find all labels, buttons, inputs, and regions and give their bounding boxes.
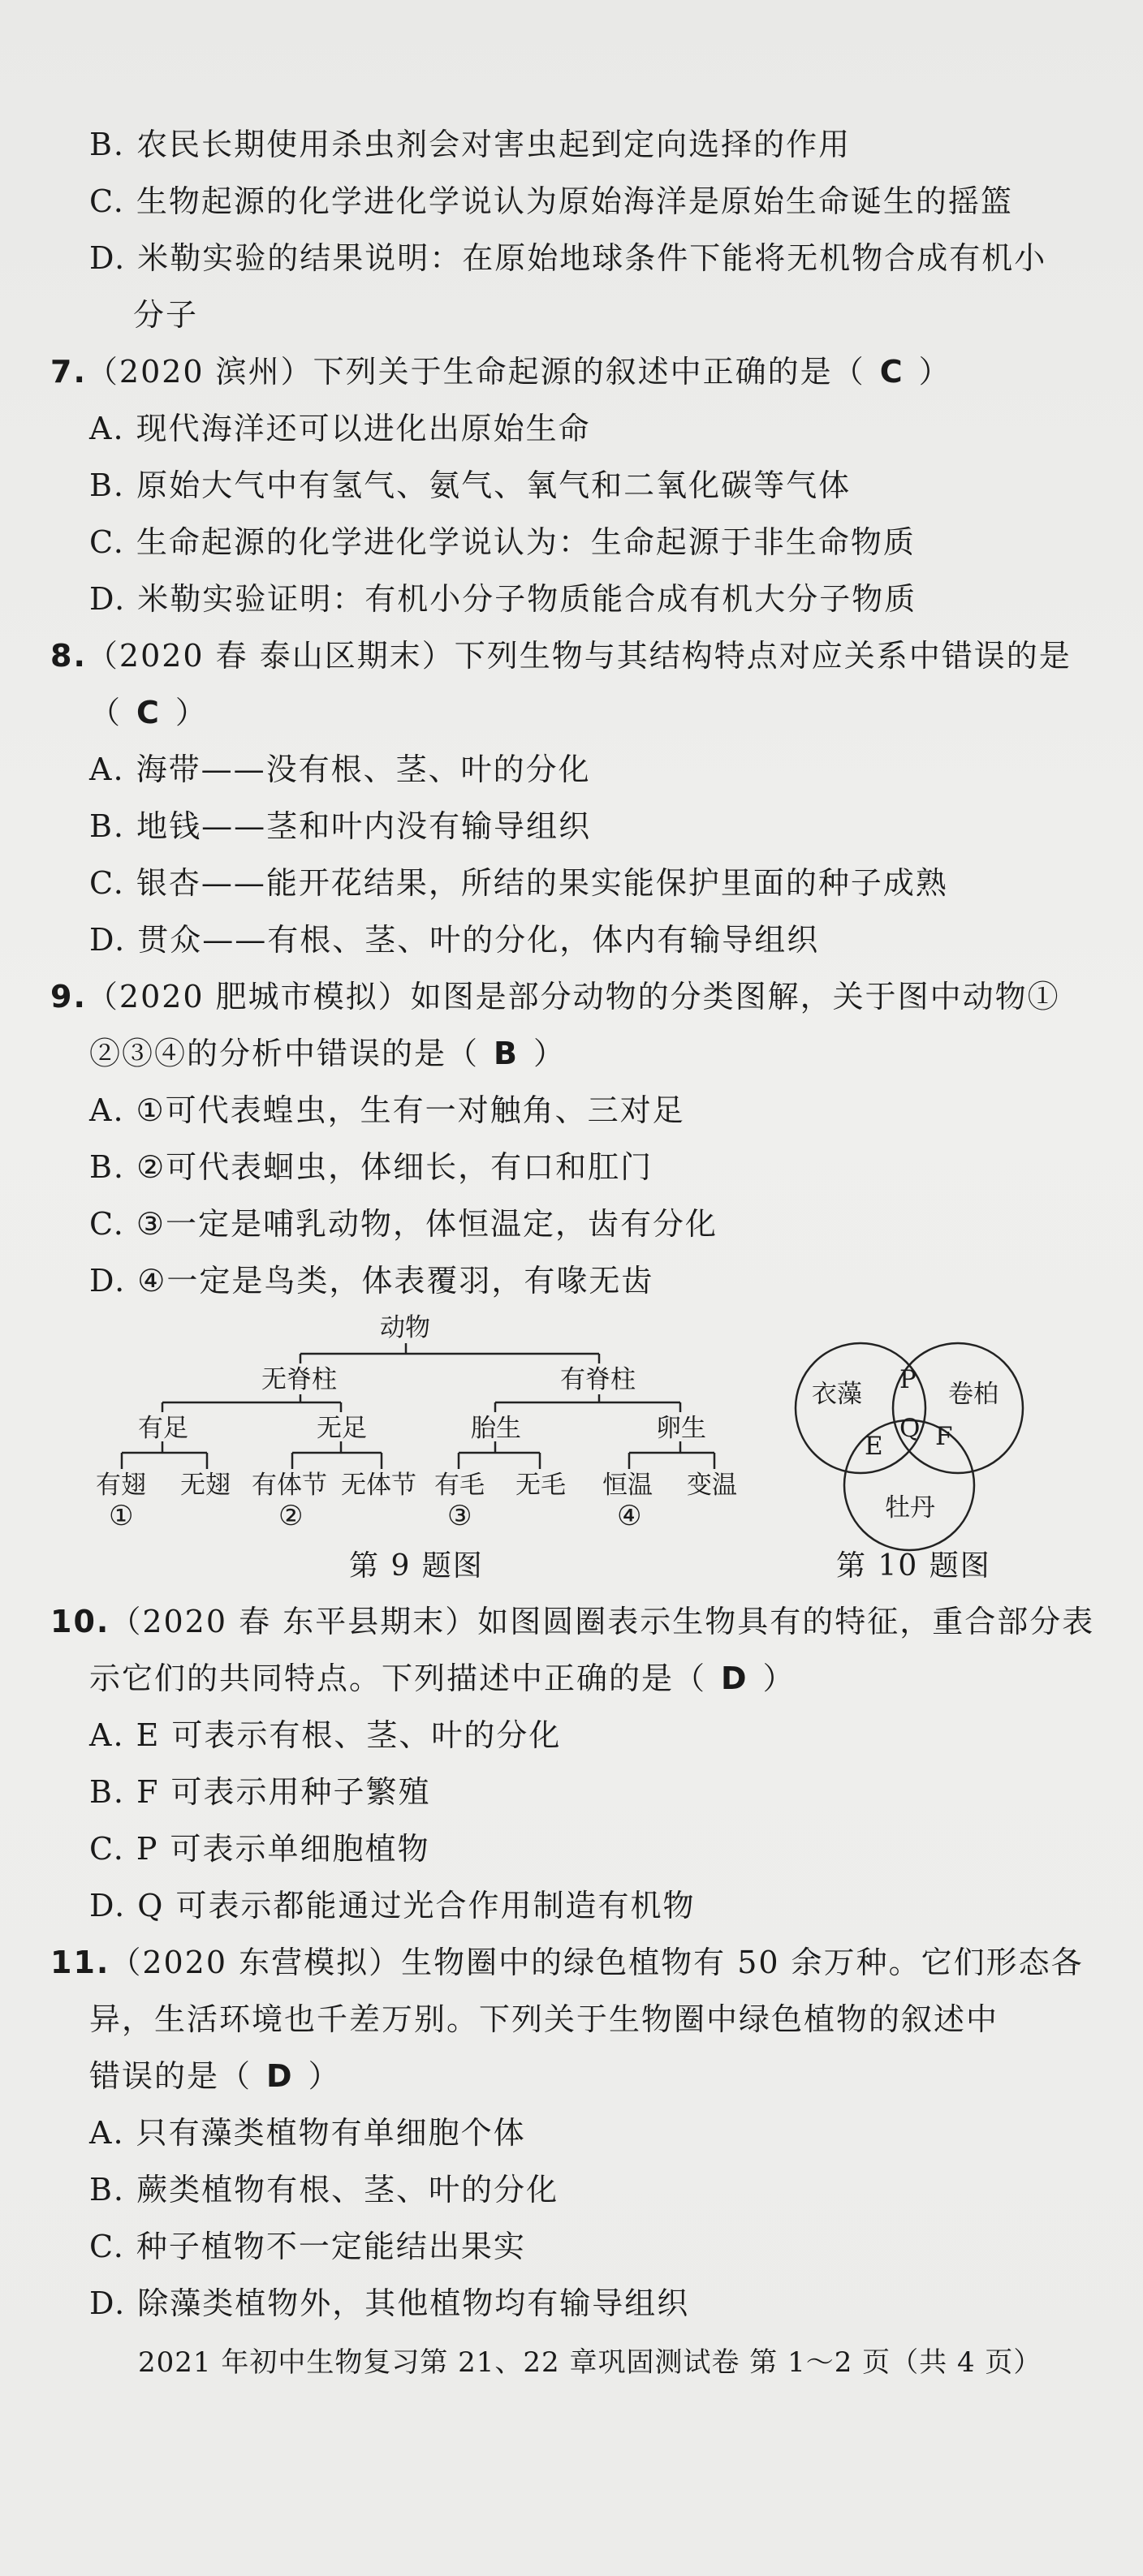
q9-option-b: B. ②可代表蛔虫，体细长，有口和肛门 [89,1149,653,1185]
q10-answer: D [721,1661,748,1696]
q7-stem-text: （2020 滨州）下列关于生命起源的叙述中正确的是（ [86,354,865,390]
figure-10-caption: 第 10 题图 [836,1549,991,1583]
q6-option-d: D. 米勒实验的结果说明：在原始地球条件下能将无机物合成有机小 [89,240,1047,276]
tree-node-with-feet: 有足 [138,1414,188,1443]
q8-option-b: B. 地钱——茎和叶内没有输导组织 [89,808,592,844]
q7-number: 7. [50,354,87,390]
q10-option-b: B. F 可表示用种子繁殖 [89,1774,431,1810]
q7-stem [50,351,951,393]
q11-stem-continued-2 [89,2055,341,2097]
page-footer: 2021 年初中生物复习第 21、22 章巩固测试卷 第 1～2 页（共 4 页） [138,2346,1042,2379]
q7-answer: C [879,354,904,390]
venn-region-e: E [865,1432,883,1461]
q10-option-a: A. E 可表示有根、茎、叶的分化 [89,1717,562,1753]
venn-region-q: Q [899,1414,921,1443]
q9-answer: B [494,1036,519,1071]
q10-number: 10. [50,1604,110,1639]
q8-close-paren: ） [175,695,208,730]
q10-option-d: D. Q 可表示都能通过光合作用制造有机物 [89,1888,696,1923]
q8-option-c: C. 银杏——能开花结果，所结的果实能保护里面的种子成熟 [89,865,948,901]
q6-option-c: C. 生物起源的化学进化学说认为原始海洋是原始生命诞生的摇篮 [89,183,1013,219]
tree-mark-3: ③ [447,1500,472,1532]
tree-leaf-wingless: 无翅 [180,1471,231,1500]
q10-stem-continued [89,1657,796,1699]
q11-answer: D [266,2058,294,2094]
q8-stem [50,635,1072,677]
q10-option-c: C. P 可表示单细胞植物 [89,1831,430,1867]
venn-label-selaginella: 卷柏 [948,1380,999,1409]
q11-option-a: A. 只有藻类植物有单细胞个体 [89,2115,526,2151]
figure-9-caption: 第 9 题图 [349,1549,484,1583]
venn-region-p: P [899,1365,917,1394]
venn-region-f: F [935,1422,953,1451]
tree-mark-1: ① [109,1500,134,1532]
q11-stem [50,1941,1084,1984]
tree-node-vertebrate: 有脊柱 [560,1365,636,1394]
q6-option-b: B. 农民长期使用杀虫剂会对害虫起到定向选择的作用 [89,127,852,162]
q7-option-b: B. 原始大气中有氢气、氨气、氧气和二氧化碳等气体 [89,467,852,503]
tree-mark-4: ④ [617,1500,642,1532]
q10-stem-cont-text: 示它们的共同特点。下列描述中正确的是（ [89,1661,707,1696]
q8-number: 8. [50,638,87,674]
tree-node-no-feet: 无足 [317,1414,367,1443]
tree-mark-2: ② [278,1500,304,1532]
q8-stem-text: （2020 春 泰山区期末）下列生物与其结构特点对应关系中错误的是 [86,638,1072,674]
tree-leaf-cold-blooded: 变温 [687,1471,737,1500]
q9-stem [50,976,1060,1018]
tree-leaf-winged: 有翅 [96,1471,146,1500]
q6-option-d-continued: 分子 [133,297,199,333]
q9-stem-continued [89,1032,566,1075]
q11-stem-cont-text: 错误的是（ [89,2058,252,2094]
q10-stem-text: （2020 春 东平县期末）如图圆圈表示生物具有的特征，重合部分表 [110,1604,1095,1639]
q7-option-a: A. 现代海洋还可以进化出原始生命 [89,411,591,446]
q11-option-d: D. 除藻类植物外，其他植物均有输导组织 [89,2285,690,2321]
tree-node-oviparous: 卵生 [656,1414,706,1443]
tree-leaf-segmented: 有体节 [252,1471,327,1500]
venn-label-chlamydomonas: 衣藻 [812,1380,862,1409]
q9-stem-text: （2020 肥城市模拟）如图是部分动物的分类图解，关于图中动物① [86,979,1060,1014]
q7-option-d: D. 米勒实验证明：有机小分子物质能合成有机大分子物质 [89,581,917,617]
tree-leaf-furless: 无毛 [515,1471,566,1500]
q10-close-paren: ） [762,1661,796,1696]
tree-leaf-furred: 有毛 [434,1471,485,1500]
tree-node-viviparous: 胎生 [471,1414,521,1443]
venn-label-peony: 牡丹 [885,1493,935,1523]
q11-option-b: B. 蕨类植物有根、茎、叶的分化 [89,2172,559,2208]
q7-option-c: C. 生命起源的化学进化学说认为：生命起源于非生命物质 [89,524,916,560]
q9-option-d: D. ④一定是鸟类，体表覆羽，有喙无齿 [89,1263,654,1299]
q11-close-paren: ） [308,2058,341,2094]
tree-root-label: 动物 [380,1313,430,1342]
q9-option-a: A. ①可代表蝗虫，生有一对触角、三对足 [89,1092,685,1128]
q8-answer-line [89,691,208,734]
q11-stem-continued-1: 异，生活环境也千差万别。下列关于生物圈中绿色植物的叙述中 [89,2001,999,2037]
q9-number: 9. [50,979,87,1014]
tree-leaf-warm-blooded: 恒温 [602,1471,653,1500]
q7-close-paren: ） [918,354,951,390]
q9-close-paren: ） [533,1036,566,1071]
q11-number: 11. [50,1945,110,1980]
q11-stem-text: （2020 东营模拟）生物圈中的绿色植物有 50 余万种。它们形态各 [110,1945,1084,1980]
q8-open-paren: （ [89,695,123,730]
q8-option-a: A. 海带——没有根、茎、叶的分化 [89,752,591,787]
q9-option-c: C. ③一定是哺乳动物，体恒温定，齿有分化 [89,1206,718,1242]
tree-leaf-unsegmented: 无体节 [341,1471,416,1500]
q8-answer: C [136,695,161,730]
tree-node-invertebrate: 无脊柱 [261,1365,337,1394]
q9-stem-cont-text: ②③④的分析中错误的是（ [89,1036,480,1071]
q11-option-c: C. 种子植物不一定能结出果实 [89,2229,526,2264]
q8-option-d: D. 贯众——有根、茎、叶的分化，体内有输导组织 [89,922,820,958]
q10-stem [50,1600,1094,1643]
